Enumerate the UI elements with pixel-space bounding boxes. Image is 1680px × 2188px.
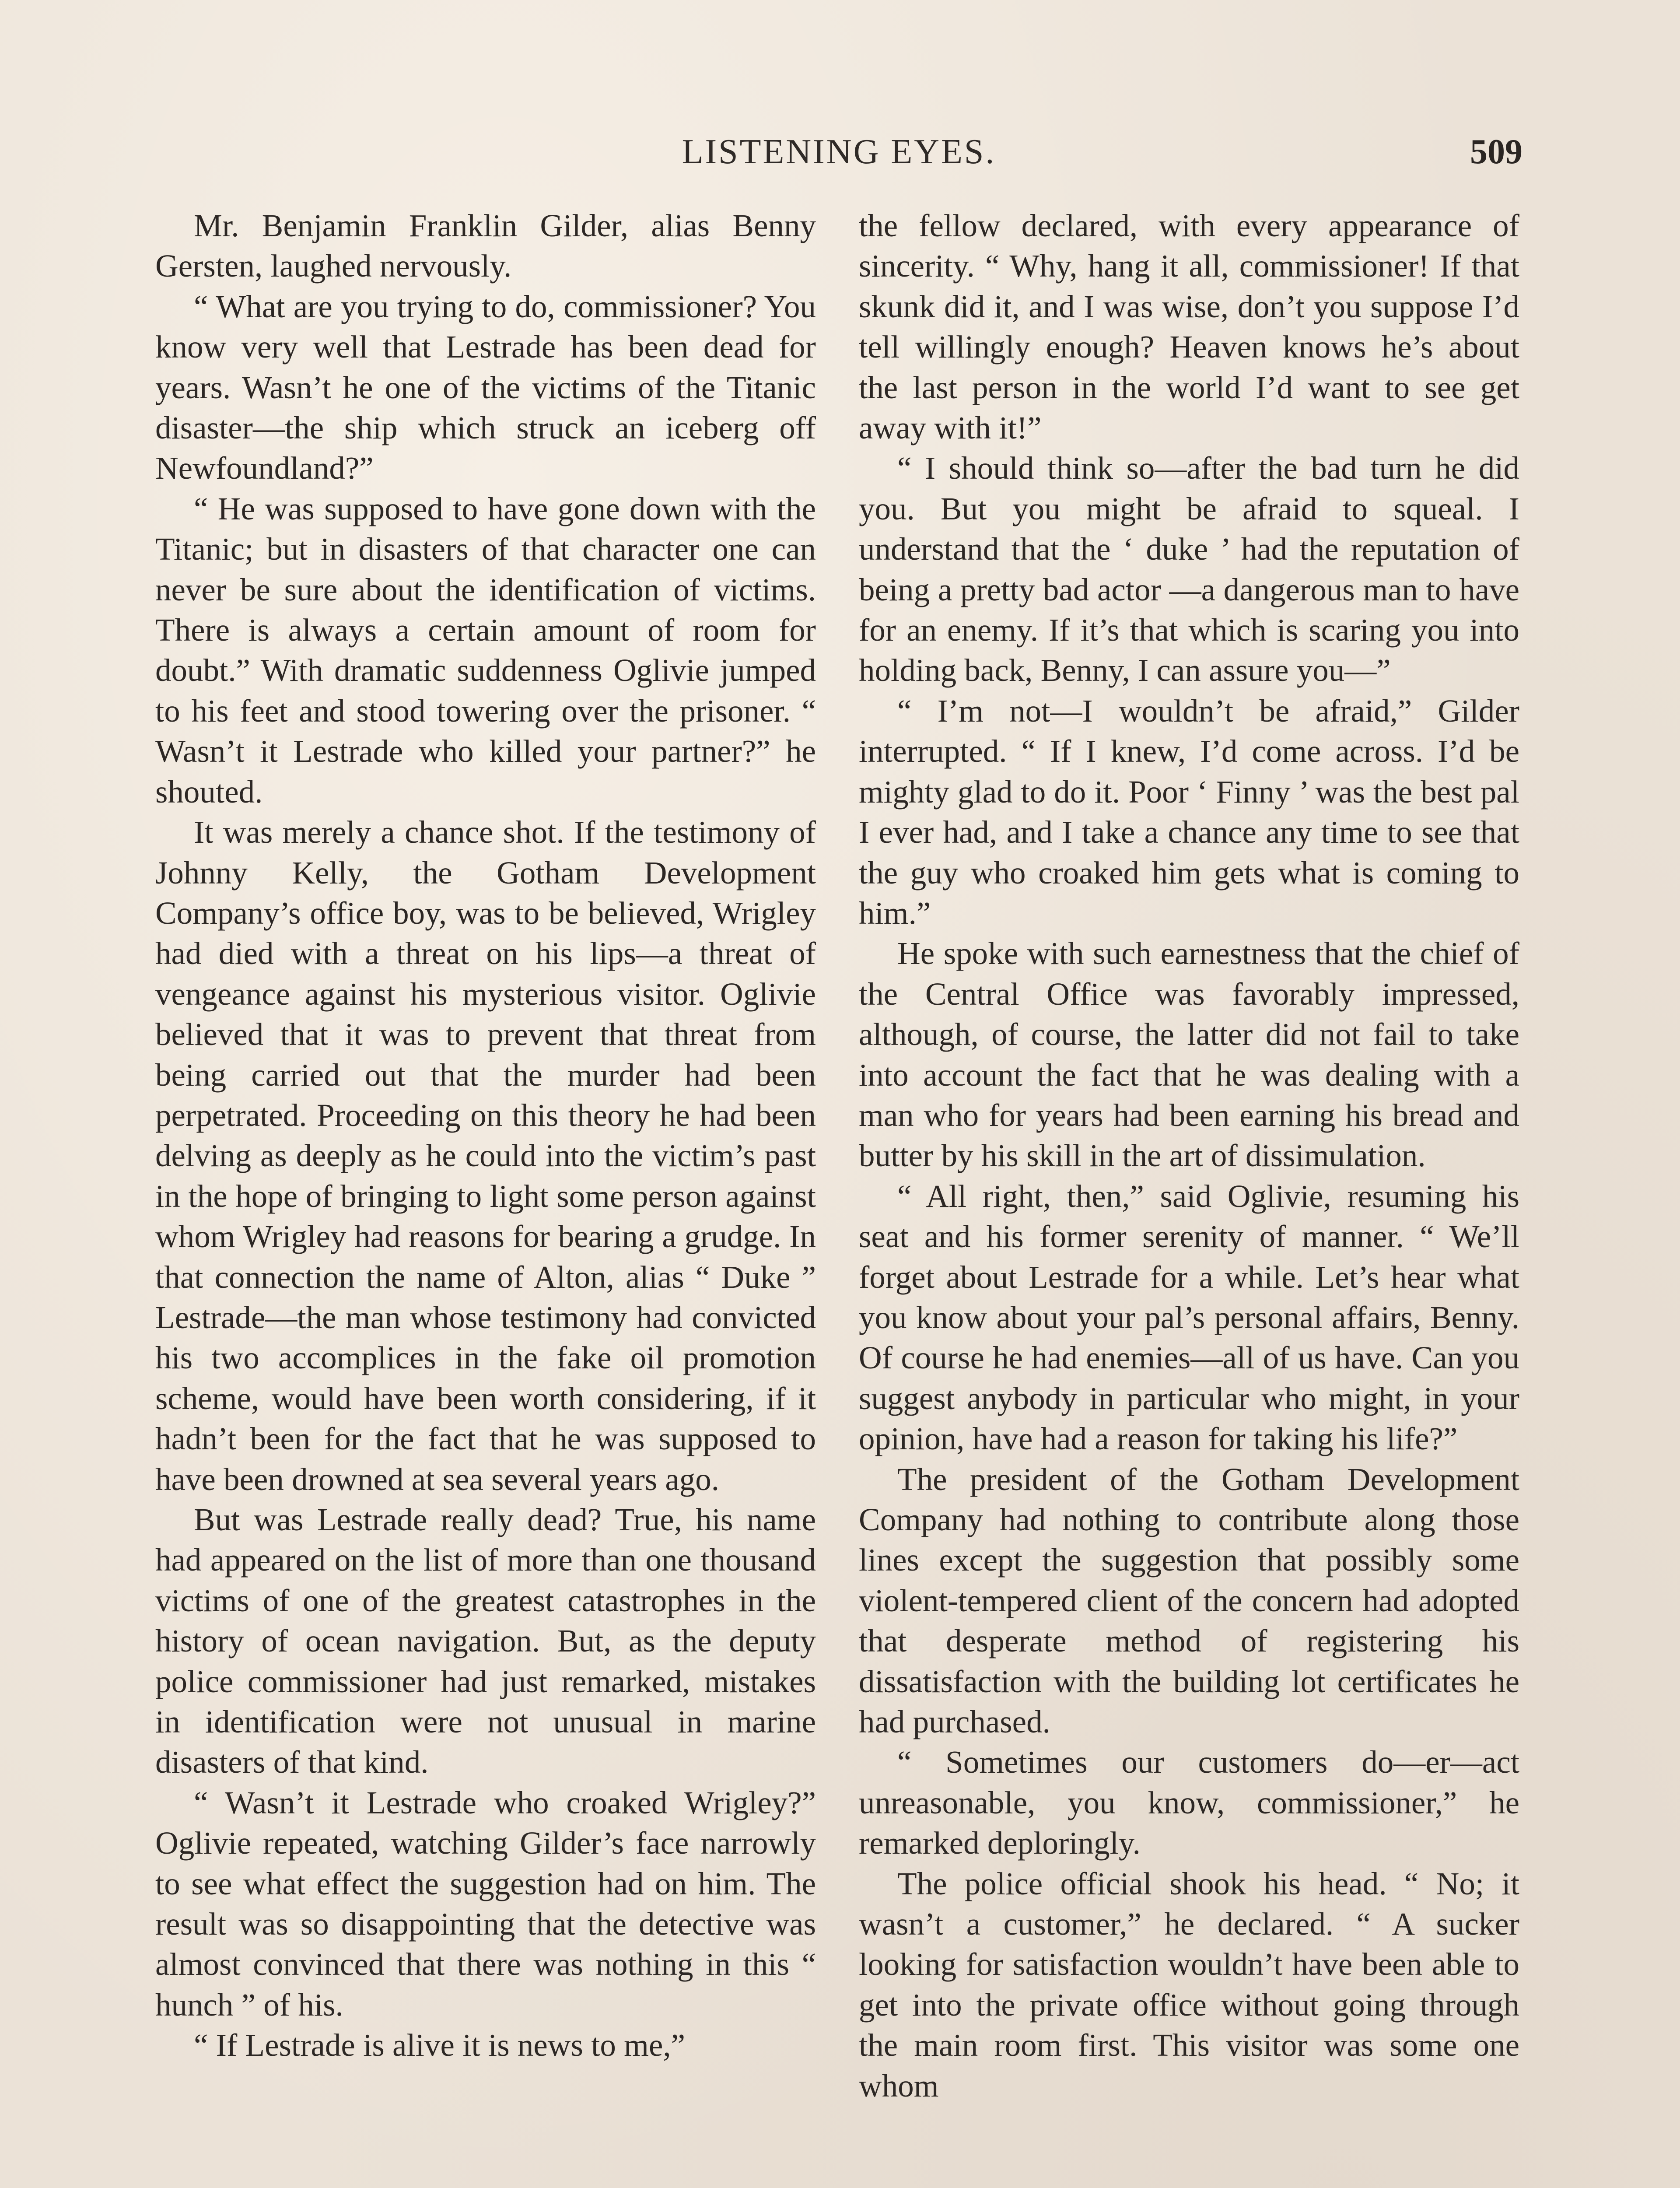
paragraph: Mr. Benjamin Franklin Gilder, alias Benny Gersten, laughed nervously.: [155, 208, 816, 284]
left-column: [155, 206, 816, 2188]
paragraph-continuation: the fellow declared, with every appearance of sincerity. “ Why, hang it all, commissioner! If that skunk did it, and I was wise, don’t you suppose I’d tell willingly enough? Heaven knows he’s about the last person in the world I’d want to see get away with it!”: [859, 208, 1519, 446]
page-header: [155, 128, 1522, 176]
page-number: 509: [1470, 133, 1522, 171]
right-column: [859, 206, 1519, 2188]
paragraph: The police official shook his head. “ No; it wasn’t a customer,” he declared. “ A sucker looking for satisfaction wouldn’t have been able to get into the private office without going through the main room first. This visitor was some one whom: [859, 1865, 1519, 2104]
paragraph: He spoke with such earnestness that the chief of the Central Office was favorably impressed, although, of course, the latter did not fail to take into account the fact that he was dealing with a man who for years had been earning his bread and butter by his skill in the art of dissimulation.: [859, 936, 1519, 1174]
paragraph: It was merely a chance shot. If the testimony of Johnny Kelly, the Gotham Development Company’s office boy, was to be believed, Wrigley had died with a threat on his lips—a threat of vengeance against his mysterious visitor. Oglivie believed that it was to prevent that threat from being carried out that the murder had been perpetrated. Proceeding on this theory he had been delving as deeply as he could into the victim’s past in the hope of bringing to light some person against whom Wrigley had reasons for bearing a grudge. In that connection the name of Alton, alias “ Duke ” Lestrade—the man whose testimony had convicted his two accomplices in the fake oil promotion scheme, would have been worth considering, if it hadn’t been for the fact that he was supposed to have been drowned at sea several years ago.: [155, 814, 816, 1497]
paragraph: “ If Lestrade is alive it is news to me,”: [194, 2027, 686, 2063]
paragraph: “ All right, then,” said Oglivie, resuming his seat and his former serenity of manner. “ We’ll forget about Lestrade for a while. Let’s hear what you know about your pal’s personal affairs, Benny. Of course he had enemies—all of us have. Can you suggest anybody in particular who might, in your opinion, have had a reason for taking his life?”: [859, 1178, 1519, 1457]
paragraph: “ He was supposed to have gone down with the Titanic; but in disasters of that character one can never be sure about the identification of victims. There is always a certain amount of room for doubt.” With dramatic suddenness Oglivie jumped to his feet and stood towering over the prisoner. “ Wasn’t it Lestrade who killed your partner?” he shouted.: [155, 491, 816, 810]
paragraph: “ I should think so—after the bad turn he did you. But you might be afraid to squeal. I understand that the ‘ duke ’ had the reputation of being a pretty bad actor —a dangerous man to have for an enemy. If it’s that which is scaring you into holding back, Benny, I can assure you—”: [859, 450, 1519, 688]
paragraph: “ Sometimes our customers do—er—act unreasonable, you know, commissioner,” he remarked deploringly.: [859, 1744, 1519, 1861]
running-title: LISTENING EYES.: [682, 133, 996, 171]
paragraph: “ I’m not—I wouldn’t be afraid,” Gilder interrupted. “ If I knew, I’d come across. I’d be mighty glad to do it. Poor ‘ Finny ’ was the best pal I ever had, and I take a chance any time to see that the guy who croaked him gets what is coming to him.”: [859, 693, 1519, 931]
paragraph: “ Wasn’t it Lestrade who croaked Wrigley?” Oglivie repeated, watching Gilder’s face narrowly to see what effect the suggestion had on him. The result was so disappointing that the detective was almost convinced that there was nothing in this “ hunch ” of his.: [155, 1785, 816, 2023]
paragraph: But was Lestrade really dead? True, his name had appeared on the list of more than one thousand victims of one of the greatest catastrophes in the history of ocean navigation. But, as the deputy police commissioner had just remarked, mistakes in identification were not unusual in marine disasters of that kind.: [155, 1502, 816, 1780]
paragraph: The president of the Gotham Development Company had nothing to contribute along those lines except the suggestion that possibly some violent-tempered client of the concern had adopted that desperate method of registering his dissatisfaction with the building lot certificates he had purchased.: [859, 1461, 1519, 1740]
paragraph: “ What are you trying to do, commissioner? You know very well that Lestrade has been dead for years. Wasn’t he one of the victims of the Titanic disaster—the ship which struck an iceberg off Newfoundland?”: [155, 288, 816, 486]
